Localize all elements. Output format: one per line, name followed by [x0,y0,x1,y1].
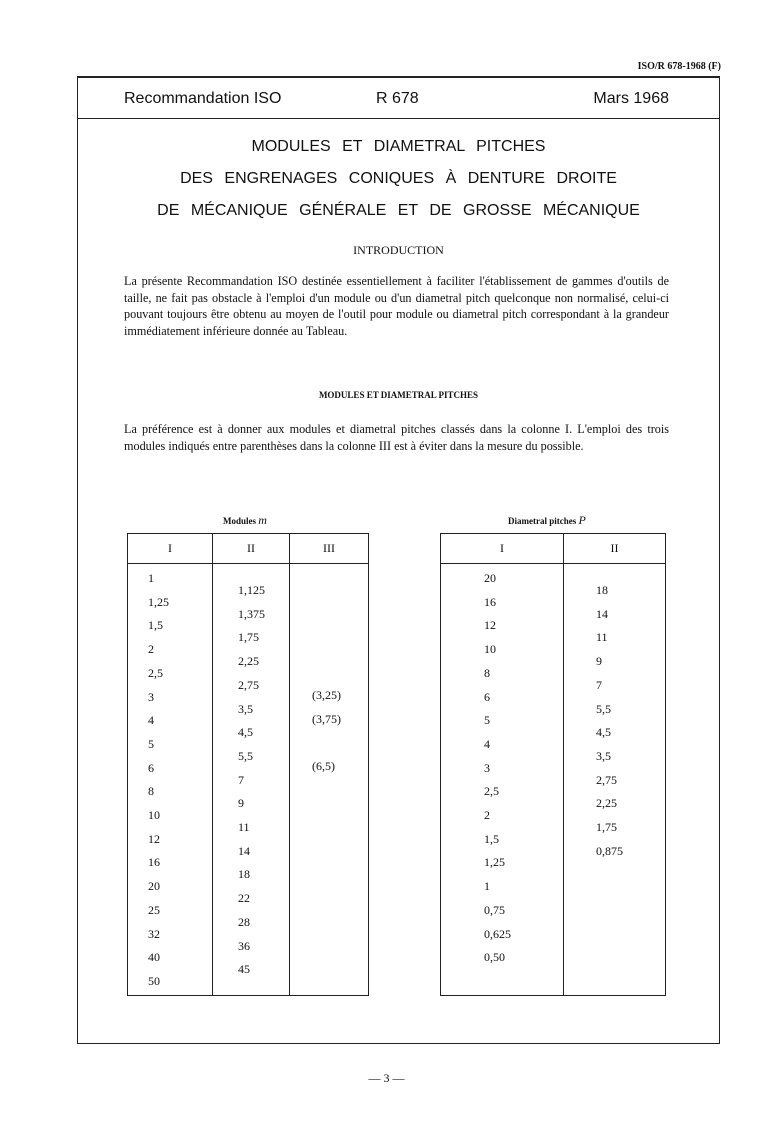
table-cell: 10 [148,808,160,822]
table-cell: 9 [238,796,244,811]
table-cell: 40 [148,950,160,965]
table-cell: 36 [238,938,250,953]
table-cell: 5 [484,713,490,728]
modules-column-I [128,564,212,995]
table-cell: 7 [238,772,244,787]
modules-table-caption [223,513,267,528]
table-cell: 1 [484,879,490,894]
table-cell: (3,25) [312,688,341,702]
introduction-heading: INTRODUCTION [353,243,444,257]
table-cell: 32 [148,926,160,941]
title-line-1: MODULES ET DIAMETRAL PITCHES [251,138,546,155]
table-cell: 5,5 [596,701,611,716]
title-line-2: DES ENGRENAGES CONIQUES À DENTURE DROITE [180,170,617,187]
table-cell: 10 [484,642,496,657]
pitches-caption-text: Diametral pitches [508,516,577,526]
table-cell: 0,875 [596,843,623,858]
modules-table [127,533,369,996]
table-cell: 8 [148,784,154,799]
table-cell: 16 [484,594,496,609]
table-cell: 28 [238,914,250,929]
table-cell: 2,25 [238,654,259,669]
title-line-3: DE MÉCANIQUE GÉNÉRALE ET DE GROSSE MÉCANIQUE [157,202,640,219]
document-reference: ISO/R 678-1968 (F) [637,61,721,72]
header-band [78,76,719,119]
table-cell: 1,75 [596,820,617,834]
pitches-column-I [441,564,563,995]
table-cell: 2,25 [596,796,617,811]
table-cell: 12 [148,831,160,846]
table-cell: 22 [238,891,250,906]
table-cell: 6 [484,689,490,704]
modules-heading: MODULES ET DIAMETRAL PITCHES [318,390,479,400]
table-cell: 8 [484,665,490,680]
table-cell: (6,5) [312,759,335,774]
table-cell: 11 [238,820,250,834]
table-cell: 45 [238,962,250,977]
table-cell: 14 [596,606,608,621]
pitches-header-II: II [564,534,666,564]
table-cell: 4 [148,713,154,728]
table-cell: 20 [484,571,496,585]
table-cell: 2 [484,808,490,822]
table-cell: 1,75 [238,630,259,645]
table-cell: 1,25 [484,855,505,870]
table-cell: 0,625 [484,926,511,941]
table-cell: 1,375 [238,606,265,621]
table-cell: 18 [596,583,608,597]
table-cell: 25 [148,902,160,917]
pitches-column-II [564,564,665,995]
header-date: Mars 1968 [593,90,669,107]
modules-column-II [213,564,289,995]
table-cell: 2 [148,642,154,657]
table-cell: 3,5 [238,701,253,716]
introduction-paragraph: La présente Recommandation ISO destinée essentiellement à faciliter l'établissement de gammes d'outils de taille, ne fait pas obstacle à l'emploi d'un module ou d'un diametral pitch quelconque non normalisé, celui-ci pouvant toujours être obtenu au moyen de l'outil pour module ou diametral pitch correspondant à la grandeur immédiatement inférieure donnée au Tableau. [124,274,669,338]
modules-symbol: m [258,513,267,527]
table-cell: 3 [484,760,490,775]
table-cell: 20 [148,879,160,894]
pitches-header-I: I [441,534,564,564]
table-cell: 1,25 [148,594,169,609]
pitches-table [440,533,666,996]
table-cell: 1 [148,571,154,585]
table-cell: 6 [148,760,154,775]
table-cell: 5,5 [238,748,253,763]
table-cell: 16 [148,855,160,870]
table-cell: 4,5 [238,725,253,740]
table-cell: 3 [148,689,154,704]
page-frame [77,76,720,1044]
modules-column-III [290,564,368,995]
table-cell: 11 [596,630,608,645]
table-cell: 4 [484,736,490,751]
table-cell: 2,75 [596,772,617,787]
page-number: — 3 — [368,1071,405,1085]
table-cell: 18 [238,867,250,882]
modules-paragraph: La préférence est à donner aux modules et diametral pitches classés dans la colonne I. L'emploi des trois modules indiqués entre parenthèses dans la colonne III est à éviter dans la mesure du possible. [124,422,669,453]
table-cell: 1,5 [148,618,163,633]
table-cell: 50 [148,973,160,988]
table-cell: 2,75 [238,677,259,692]
header-number: R 678 [376,90,419,107]
table-cell: 3,5 [596,748,611,763]
table-cell: 4,5 [596,725,611,740]
table-cell: (3,75) [312,711,341,726]
table-cell: 2,5 [148,665,163,680]
pitches-symbol: P [578,513,586,527]
pitches-table-caption [508,513,586,528]
table-cell: 1,5 [484,831,499,846]
table-cell: 2,5 [484,784,499,799]
table-cell: 12 [484,618,496,633]
table-cell: 0,75 [484,902,505,917]
table-cell: 7 [596,677,602,692]
modules-header-II: II [213,534,290,564]
modules-header-I: I [128,534,213,564]
table-cell: 1,125 [238,583,265,597]
table-cell: 5 [148,736,154,751]
modules-caption-text: Modules [223,516,257,526]
table-cell: 0,50 [484,950,505,965]
table-cell: 14 [238,843,250,858]
modules-header-III: III [290,534,369,564]
header-recommendation: Recommandation ISO [124,90,282,107]
table-cell: 9 [596,654,602,669]
